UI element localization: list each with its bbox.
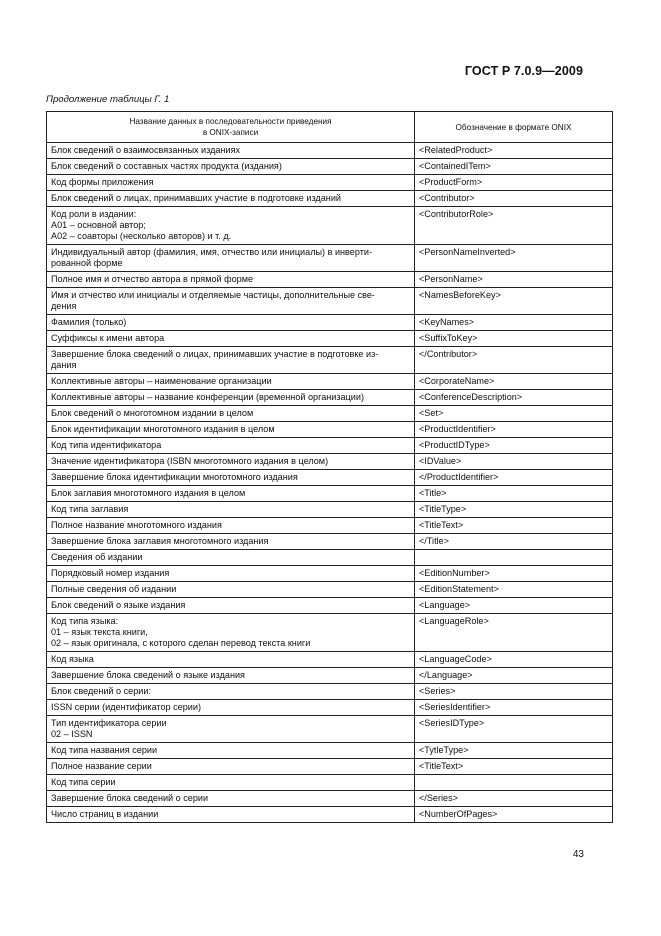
table-row	[47, 272, 613, 288]
onix-tag-cell: <RelatedProduct>	[415, 143, 613, 159]
data-name-cell: Код типа заглавия	[47, 502, 415, 518]
table-caption: Продолжение таблицы Г. 1	[46, 94, 170, 105]
onix-tag-cell: <ConferenceDescription>	[415, 390, 613, 406]
table-row	[47, 652, 613, 668]
data-name-cell: Число страниц в издании	[47, 807, 415, 823]
onix-tag-cell: <TitleText>	[415, 759, 613, 775]
data-name-cell: Завершение блока сведений о языке издания	[47, 668, 415, 684]
onix-tag-cell: <ProductForm>	[415, 175, 613, 191]
onix-tag-cell	[415, 775, 613, 791]
table-row	[47, 668, 613, 684]
onix-tag-cell: <ProductIdentifier>	[415, 422, 613, 438]
data-name-cell: Код формы приложения	[47, 175, 415, 191]
table-row	[47, 759, 613, 775]
onix-tag-cell: <EditionStatement>	[415, 582, 613, 598]
data-name-cell: Блок сведений о языке издания	[47, 598, 415, 614]
table-row	[47, 502, 613, 518]
page-number: 43	[572, 849, 584, 860]
data-name-cell: Полное название серии	[47, 759, 415, 775]
data-name-cell: Блок сведений о взаимосвязанных изданиях	[47, 143, 415, 159]
table-row	[47, 566, 613, 582]
onix-tag-cell: <EditionNumber>	[415, 566, 613, 582]
data-name-cell: Код языка	[47, 652, 415, 668]
table-row	[47, 175, 613, 191]
onix-tag-cell: <TytleType>	[415, 743, 613, 759]
onix-tag-cell: <LanguageCode>	[415, 652, 613, 668]
onix-tag-cell: <CorporateName>	[415, 374, 613, 390]
data-name-cell: Блок идентификации многотомного издания в целом	[47, 422, 415, 438]
data-name-cell: Порядковый номер издания	[47, 566, 415, 582]
table-row	[47, 791, 613, 807]
table-row	[47, 454, 613, 470]
data-name-cell: Значение идентификатора (ISBN многотомного издания в целом)	[47, 454, 415, 470]
table-row	[47, 486, 613, 502]
table-row	[47, 743, 613, 759]
data-name-cell: Полные сведения об издании	[47, 582, 415, 598]
table-row	[47, 518, 613, 534]
data-name-cell: Блок заглавия многотомного издания в целом	[47, 486, 415, 502]
onix-tag-cell: <NamesBeforeKey>	[415, 288, 613, 315]
data-name-cell: Полное название многотомного издания	[47, 518, 415, 534]
data-name-cell: Блок сведений о лицах, принимавших участие в подготовке изданий	[47, 191, 415, 207]
data-name-cell: Суффиксы к имени автора	[47, 331, 415, 347]
data-name-cell: Фамилия (только)	[47, 315, 415, 331]
onix-tag-cell	[415, 550, 613, 566]
data-name-cell: Полное имя и отчество автора в прямой форме	[47, 272, 415, 288]
onix-tag-cell: <ContainedITem>	[415, 159, 613, 175]
onix-tag-cell: <PersonName>	[415, 272, 613, 288]
table-row	[47, 390, 613, 406]
table-row	[47, 422, 613, 438]
onix-tag-cell: </Contributor>	[415, 347, 613, 374]
table-row	[47, 315, 613, 331]
data-name-cell: Блок сведений о серии:	[47, 684, 415, 700]
onix-tag-cell: </Language>	[415, 668, 613, 684]
data-name-cell: Код типа идентификатора	[47, 438, 415, 454]
data-name-cell: Код роли в издании: А01 – основной автор; А02 – соавторы (несколько авторов) и т. д.	[47, 207, 415, 245]
table-row	[47, 438, 613, 454]
data-name-cell: Завершение блока сведений о серии	[47, 791, 415, 807]
table-row	[47, 347, 613, 374]
table-row	[47, 700, 613, 716]
table-row	[47, 550, 613, 566]
column-header-onix: Обозначение в формате ONIX	[415, 112, 613, 143]
data-name-cell: Код типа серии	[47, 775, 415, 791]
onix-tag-cell: <ProductIDType>	[415, 438, 613, 454]
table-body	[47, 143, 613, 823]
table-row	[47, 331, 613, 347]
table-row	[47, 159, 613, 175]
data-name-cell: Сведения об издании	[47, 550, 415, 566]
table-row	[47, 582, 613, 598]
onix-tag-cell: <Series>	[415, 684, 613, 700]
onix-tag-cell: <IDValue>	[415, 454, 613, 470]
data-name-cell: Завершение блока сведений о лицах, принимавших участие в подготовке из- дания	[47, 347, 415, 374]
standard-code: ГОСТ Р 7.0.9—2009	[464, 64, 583, 78]
table-row	[47, 684, 613, 700]
onix-tag-cell: <KeyNames>	[415, 315, 613, 331]
data-name-cell: Код типа языка: 01 – язык текста книги, 02 – язык оригинала, с которого сделан перевод текста книги	[47, 614, 415, 652]
table-row	[47, 614, 613, 652]
table-row	[47, 288, 613, 315]
onix-tag-cell: <Contributor>	[415, 191, 613, 207]
table-row	[47, 534, 613, 550]
data-name-cell: Блок сведений о составных частях продукта (издания)	[47, 159, 415, 175]
onix-tag-cell: <NumberOfPages>	[415, 807, 613, 823]
data-name-cell: Код типа названия серии	[47, 743, 415, 759]
data-name-cell: Завершение блока идентификации многотомного издания	[47, 470, 415, 486]
table-row	[47, 245, 613, 272]
table-row	[47, 807, 613, 823]
onix-tag-cell: <Set>	[415, 406, 613, 422]
data-name-cell: Индивидуальный автор (фамилия, имя, отчество или инициалы) в инверти- рованной форме	[47, 245, 415, 272]
table-row	[47, 143, 613, 159]
data-name-cell: Тип идентификатора серии 02 – ISSN	[47, 716, 415, 743]
onix-tag-cell: <Title>	[415, 486, 613, 502]
table-row	[47, 716, 613, 743]
table-row	[47, 598, 613, 614]
column-header-data-name: Название данных в последовательности приведения в ONIX-записи	[47, 112, 415, 143]
data-name-cell: ISSN серии (идентификатор серии)	[47, 700, 415, 716]
onix-mapping-table	[46, 111, 613, 823]
onix-tag-cell: <SeriesIDType>	[415, 716, 613, 743]
table-row	[47, 374, 613, 390]
onix-tag-cell: <Language>	[415, 598, 613, 614]
onix-tag-cell: </Title>	[415, 534, 613, 550]
data-name-cell: Коллективные авторы – наименование организации	[47, 374, 415, 390]
table-row	[47, 191, 613, 207]
data-name-cell: Имя и отчество или инициалы и отделяемые частицы, дополнительные све- дения	[47, 288, 415, 315]
table-row	[47, 775, 613, 791]
onix-tag-cell: </Series>	[415, 791, 613, 807]
table-row	[47, 207, 613, 245]
table-row	[47, 406, 613, 422]
onix-tag-cell: </ProductIdentifier>	[415, 470, 613, 486]
onix-tag-cell: <PersonNameInverted>	[415, 245, 613, 272]
onix-tag-cell: <ContributorRole>	[415, 207, 613, 245]
onix-tag-cell: <TitleType>	[415, 502, 613, 518]
data-name-cell: Коллективные авторы – название конференции (временной организации)	[47, 390, 415, 406]
table-row	[47, 470, 613, 486]
data-name-cell: Завершение блока заглавия многотомного издания	[47, 534, 415, 550]
onix-tag-cell: <SeriesIdentifier>	[415, 700, 613, 716]
data-name-cell: Блок сведений о многотомном издании в целом	[47, 406, 415, 422]
onix-tag-cell: <TitleText>	[415, 518, 613, 534]
table-header-row	[47, 112, 613, 143]
onix-tag-cell: <LanguageRole>	[415, 614, 613, 652]
onix-tag-cell: <SuffixToKey>	[415, 331, 613, 347]
